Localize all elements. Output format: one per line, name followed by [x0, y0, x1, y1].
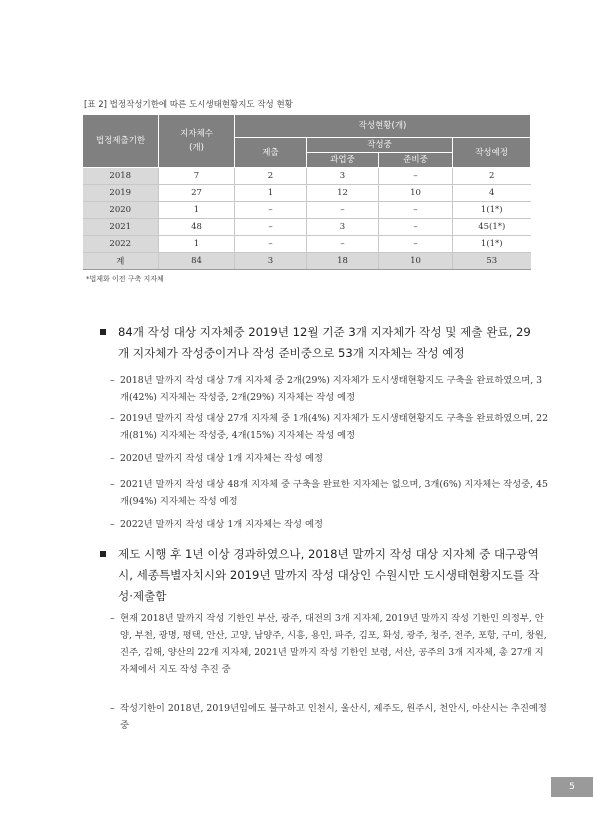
list-item: – 2020년 말까지 작성 대상 1개 지자체는 작성 예정	[110, 450, 548, 467]
table-caption: [표 2] 법정작성기한에 따른 도시생태현황지도 작성 현황	[84, 100, 293, 110]
dash-icon: –	[110, 613, 115, 624]
dash-icon: –	[110, 375, 115, 386]
bullet-section-2	[100, 544, 540, 607]
header-preparing: 준비중	[379, 153, 453, 168]
square-bullet-icon	[100, 551, 106, 557]
status-table	[82, 114, 531, 270]
header-submitted: 제출	[235, 138, 307, 168]
table-row: 2022 1 – – – 1(1*)	[83, 236, 531, 253]
list-item: – 2021년 말까지 작성 대상 48개 지자체 중 구축을 완료한 지자체는 없으며, 3개(6%) 지자체는 작성중, 45개(94%) 지자체는 작성 예정	[110, 476, 548, 510]
square-bullet-icon	[100, 329, 106, 335]
dash-icon: –	[110, 479, 115, 490]
list-item: – 현재 2018년 말까지 작성 기한인 부산, 광주, 대전의 3개 지자체, 2019년 말까지 작성 기한인 의정부, 안양, 부천, 광명, 평택, 안산, 고양, 남양주, 시흥, 용인, 파주, 김포, 화성, 광주, 청주, 전주, 포항, 구미, 창원, 진주, 김해, 양산의 22개 지자체, 2021년 말까지 작성 기한인 보령, 서산, 공주의 3개 지자체, 총 27개 지자체에서 지도 작성 추진 중	[110, 610, 548, 678]
dash-icon: –	[110, 413, 115, 424]
bullet-paragraph: 84개 작성 대상 지자체중 2019년 12월 기준 3개 지자체가 작성 및 제출 완료, 29개 지자체가 작성중이거나 작성 준비중으로 53개 지자체는 작성 예정	[100, 322, 540, 364]
header-count: 지자체수 (개)	[159, 115, 235, 168]
bullet-paragraph: 제도 시행 후 1년 이상 경과하였으나, 2018년 말까지 작성 대상 지자체 중 대구광역시, 세종특별자치시와 2019년 말까지 작성 대상인 수원시만 도시생태현황지도를 작성·제출함	[100, 544, 540, 607]
header-deadline: 법정제출기한	[83, 115, 159, 168]
dash-icon: –	[110, 519, 115, 530]
list-item: – 2018년 말까지 작성 대상 7개 지자체 중 2개(29%) 지자체가 도시생태현황지도 구축을 완료하였으며, 3개(42%) 지자체는 작성중, 2개(29%) 지자체는 작성 예정	[110, 372, 548, 406]
table-total-row: 계 84 3 18 10 53	[83, 253, 531, 270]
list-item: – 2022년 말까지 작성 대상 1개 지자체는 작성 예정	[110, 516, 548, 533]
dash-icon: –	[110, 703, 115, 714]
table-note: *법제화 이전 구축 지자체	[86, 275, 164, 283]
page-number: 5	[551, 777, 593, 797]
header-contracting: 과업중	[307, 153, 379, 168]
list-item: – 작성기한이 2018년, 2019년임에도 불구하고 인천시, 울산시, 제주도, 원주시, 천안시, 아산시는 추진예정 중	[110, 700, 548, 734]
table-row: 2021 48 – 3 – 45(1*)	[83, 219, 531, 236]
bullet-section-1	[100, 322, 540, 364]
header-status: 작성현황(개)	[235, 115, 531, 138]
table-row: 2018 7 2 3 – 2	[83, 168, 531, 185]
dash-icon: –	[110, 453, 115, 464]
table-row: 2019 27 1 12 10 4	[83, 185, 531, 202]
table-row: 2020 1 – – – 1(1*)	[83, 202, 531, 219]
header-in-progress: 작성중	[307, 138, 453, 153]
header-planned: 작성예정	[453, 138, 531, 168]
list-item: – 2019년 말까지 작성 대상 27개 지자체 중 1개(4%) 지자체가 도시생태현황지도 구축을 완료하였으며, 22개(81%) 지자체는 작성중, 4개(15%) 지자체는 작성 예정	[110, 410, 548, 444]
